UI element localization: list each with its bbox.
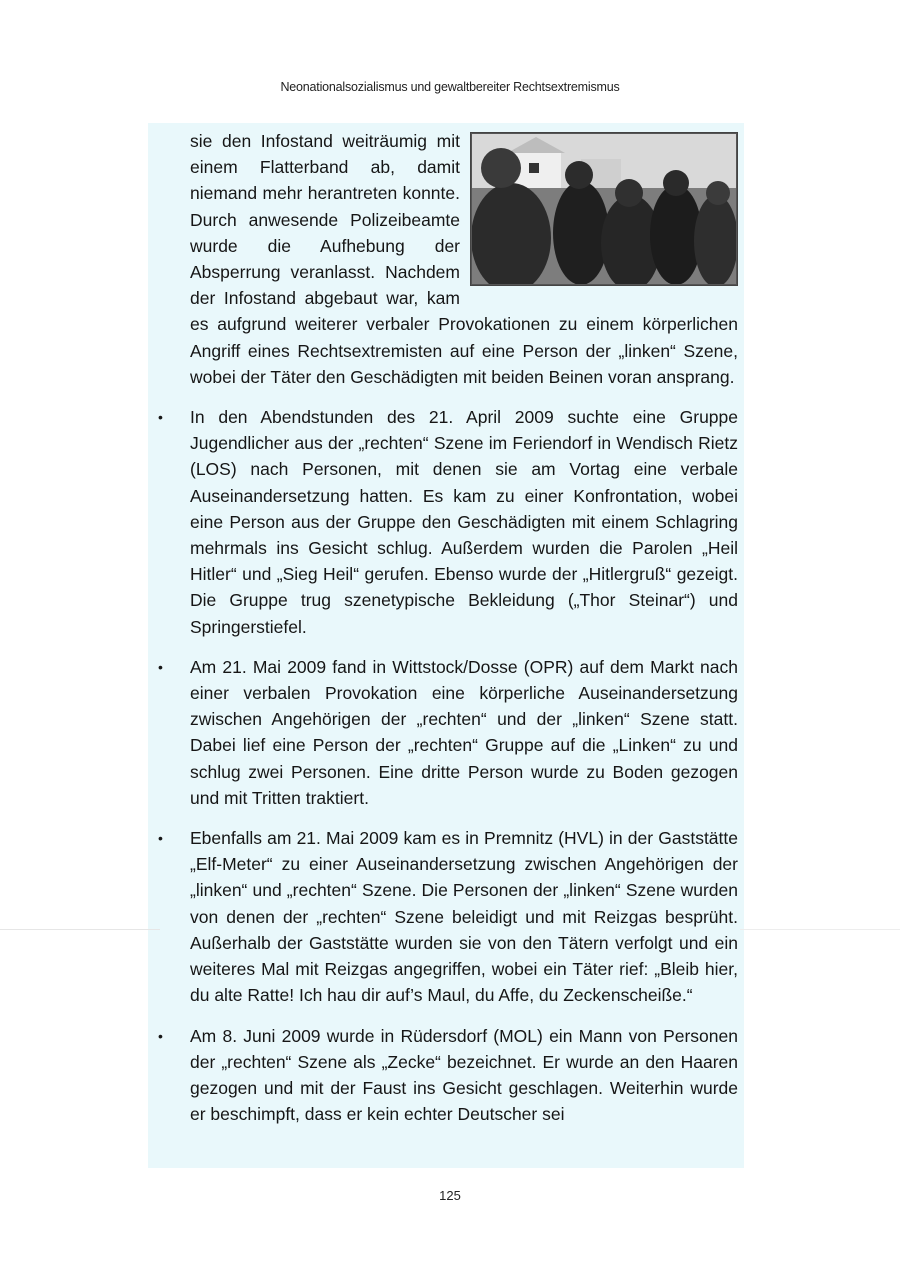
bullet-marker: • (158, 409, 163, 426)
page-number: 125 (439, 1188, 461, 1203)
list-item (158, 1023, 738, 1128)
list-item (158, 654, 738, 811)
running-header: Neonationalsozialismus und gewaltbereiter Rechtsextremismus (280, 80, 620, 94)
bullet-marker: • (158, 830, 163, 847)
list-item (158, 825, 738, 1008)
list-item-text: Ebenfalls am 21. Mai 2009 kam es in Premnitz (HVL) in der Gaststätte „Elf-Meter“ zu einer Auseinandersetzung zwischen Angehörigen der „linken“ und „rechten“ Szene. Die Personen der „linken“ Szene wurden von denen der „rechten“ Szene beleidigt und mit Reizgas besprüht. Außerhalb der Gaststätte wurden sie von den Tätern verfolgt und ein weiteres Mal mit Reizgas angegriffen, wobei ein Täter rief: „Bleib hier, du alte Ratte! Ich hau dir auf’s Maul, du Affe, du Zeckenscheiße.“ (190, 828, 738, 1006)
list-item-text: Am 21. Mai 2009 fand in Wittstock/Dosse (OPR) auf dem Markt nach einer verbalen Provokation eine körperliche Auseinandersetzung zwischen Angehörigen der „rechten“ und der „linken“ Szene statt. Dabei lief eine Person der „rechten“ Gruppe auf die „Linken“ zu und schlug zwei Personen. Eine dritte Person wurde zu Boden gezogen und mit Tritten traktiert. (190, 656, 738, 808)
bullet-marker: • (158, 658, 163, 675)
bullet-marker: • (158, 1027, 163, 1044)
scan-line-left (0, 929, 160, 930)
intro-paragraph: sie den Infostand weiträumig mit einem Flatterband ab, damit niemand mehr herantreten konnte. Durch anwesende Polizeibeamte wurde die Aufhebung der Absperrung veranlasst. Nachdem der Infostand abgebaut war, kam es aufgrund weiterer verbaler Provokationen zu einem körperlichen Angriff eines Rechtsextremisten auf eine Person der „linken“ Szene, wobei der Täter den Geschädigten mit beiden Beinen voran ansprang. (190, 131, 738, 387)
incident-list (158, 404, 738, 1127)
list-item (158, 404, 738, 640)
list-item-text: Am 8. Juni 2009 wurde in Rüdersdorf (MOL) ein Mann von Personen der „rechten“ Szene als „Zecke“ bezeichnet. Er wurde an den Haaren gezogen und mit der Faust ins Gesicht geschlagen. Weiterhin wurde er beschimpft, dass er kein echter Deutscher sei (190, 1025, 738, 1125)
scan-line-right (740, 929, 900, 930)
article-body (158, 128, 738, 1127)
list-item-text: In den Abendstunden des 21. April 2009 suchte eine Gruppe Jugendlicher aus der „rechten“ Szene im Feriendorf in Wendisch Rietz (LOS) nach Personen, mit denen sie am Vortag eine verbale Auseinandersetzung hatten. Es kam zu einer Konfrontation, wobei eine Person aus der Gruppe den Geschädigten mit einem Schlagring mehrmals ins Gesicht schlug. Außerdem wurden die Parolen „Heil Hitler“ und „Sieg Heil“ gerufen. Ebenso wurde der „Hitlergruß“ gezeigt. Die Gruppe trug szenetypische Bekleidung („Thor Steinar“) und Springerstiefel. (190, 407, 738, 637)
photo-illustration (471, 133, 737, 285)
news-photo (470, 132, 738, 286)
